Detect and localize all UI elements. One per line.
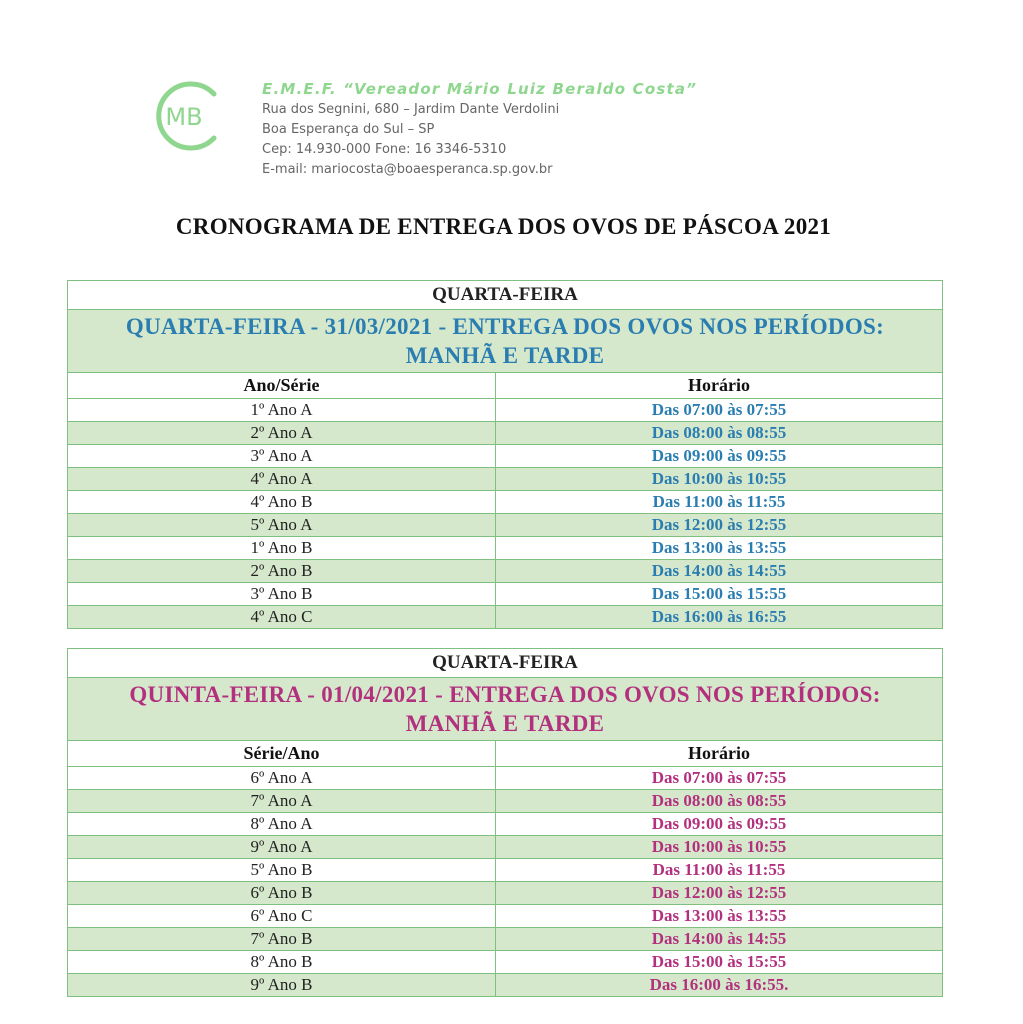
- table-row: [68, 859, 943, 882]
- time-cell: Das 09:00 às 09:55: [496, 813, 943, 836]
- class-cell: 3º Ano B: [68, 583, 496, 606]
- table-row: [68, 905, 943, 928]
- time-cell: Das 08:00 às 08:55: [496, 790, 943, 813]
- class-cell: 8º Ano B: [68, 951, 496, 974]
- class-cell: 5º Ano B: [68, 859, 496, 882]
- day-banner: [68, 310, 943, 373]
- time-cell: Das 16:00 às 16:55.: [496, 974, 943, 997]
- class-cell: 9º Ano A: [68, 836, 496, 859]
- time-cell: Das 15:00 às 15:55: [496, 583, 943, 606]
- day-banner: [68, 678, 943, 741]
- column-header-horario: Horário: [496, 373, 943, 399]
- column-header-horario: Horário: [496, 741, 943, 767]
- table-row: [68, 951, 943, 974]
- table-row: [68, 537, 943, 560]
- time-cell: Das 14:00 às 14:55: [496, 928, 943, 951]
- column-header-serie: Série/Ano: [68, 741, 496, 767]
- banner-line-2: MANHÃ E TARDE: [405, 711, 605, 736]
- table-row: [68, 790, 943, 813]
- class-cell: 3º Ano A: [68, 445, 496, 468]
- school-header: [262, 78, 697, 180]
- class-cell: 5º Ano A: [68, 514, 496, 537]
- table-row: [68, 399, 943, 422]
- class-cell: 6º Ano C: [68, 905, 496, 928]
- table-row: [68, 422, 943, 445]
- table-row: [68, 560, 943, 583]
- time-cell: Das 12:00 às 12:55: [496, 882, 943, 905]
- svg-text:MB: MB: [165, 103, 203, 131]
- class-cell: 6º Ano B: [68, 882, 496, 905]
- time-cell: Das 08:00 às 08:55: [496, 422, 943, 445]
- time-cell: Das 13:00 às 13:55: [496, 537, 943, 560]
- table-row: [68, 928, 943, 951]
- address-line: Rua dos Segnini, 680 – Jardim Dante Verdolini: [262, 102, 560, 117]
- column-header-serie: Ano/Série: [68, 373, 496, 399]
- banner-line-2: MANHÃ E TARDE: [405, 343, 605, 368]
- table-row: [68, 514, 943, 537]
- day-label: QUARTA-FEIRA: [68, 649, 943, 678]
- email-line: E-mail: mariocosta@boaesperanca.sp.gov.br: [262, 162, 553, 177]
- school-name: E.M.E.F. “Vereador Mário Luiz Beraldo Costa”: [262, 80, 698, 98]
- class-cell: 6º Ano A: [68, 767, 496, 790]
- class-cell: 7º Ano B: [68, 928, 496, 951]
- cep-phone-line: Cep: 14.930-000 Fone: 16 3346-5310: [262, 142, 507, 157]
- document-title: CRONOGRAMA DE ENTREGA DOS OVOS DE PÁSCOA 2021: [175, 214, 832, 239]
- table-row: [68, 445, 943, 468]
- class-cell: 1º Ano B: [68, 537, 496, 560]
- time-cell: Das 09:00 às 09:55: [496, 445, 943, 468]
- table-row: [68, 491, 943, 514]
- table-row: [68, 767, 943, 790]
- class-cell: 4º Ano A: [68, 468, 496, 491]
- table-row: [68, 583, 943, 606]
- time-cell: Das 16:00 às 16:55: [496, 606, 943, 629]
- time-cell: Das 15:00 às 15:55: [496, 951, 943, 974]
- class-cell: 1º Ano A: [68, 399, 496, 422]
- table-row: [68, 813, 943, 836]
- class-cell: 4º Ano B: [68, 491, 496, 514]
- school-logo: [150, 76, 224, 156]
- time-cell: Das 12:00 às 12:55: [496, 514, 943, 537]
- class-cell: 4º Ano C: [68, 606, 496, 629]
- time-cell: Das 10:00 às 10:55: [496, 836, 943, 859]
- class-cell: 9º Ano B: [68, 974, 496, 997]
- time-cell: Das 11:00 às 11:55: [496, 859, 943, 882]
- banner-line-1: QUINTA-FEIRA - 01/04/2021 - ENTREGA DOS OVOS NOS PERÍODOS:: [129, 682, 881, 707]
- table-row: [68, 606, 943, 629]
- table-row: [68, 468, 943, 491]
- time-cell: Das 13:00 às 13:55: [496, 905, 943, 928]
- day-label: QUARTA-FEIRA: [68, 281, 943, 310]
- class-cell: 2º Ano A: [68, 422, 496, 445]
- time-cell: Das 14:00 às 14:55: [496, 560, 943, 583]
- schedule-table-quinta: [67, 648, 943, 997]
- banner-line-1: QUARTA-FEIRA - 31/03/2021 - ENTREGA DOS OVOS NOS PERÍODOS:: [125, 314, 885, 339]
- city-line: Boa Esperança do Sul – SP: [262, 122, 435, 137]
- class-cell: 2º Ano B: [68, 560, 496, 583]
- class-cell: 7º Ano A: [68, 790, 496, 813]
- time-cell: Das 11:00 às 11:55: [496, 491, 943, 514]
- schedule-table-quarta: [67, 280, 943, 629]
- table-row: [68, 882, 943, 905]
- table-row: [68, 836, 943, 859]
- table-row: [68, 974, 943, 997]
- time-cell: Das 07:00 às 07:55: [496, 399, 943, 422]
- class-cell: 8º Ano A: [68, 813, 496, 836]
- time-cell: Das 07:00 às 07:55: [496, 767, 943, 790]
- time-cell: Das 10:00 às 10:55: [496, 468, 943, 491]
